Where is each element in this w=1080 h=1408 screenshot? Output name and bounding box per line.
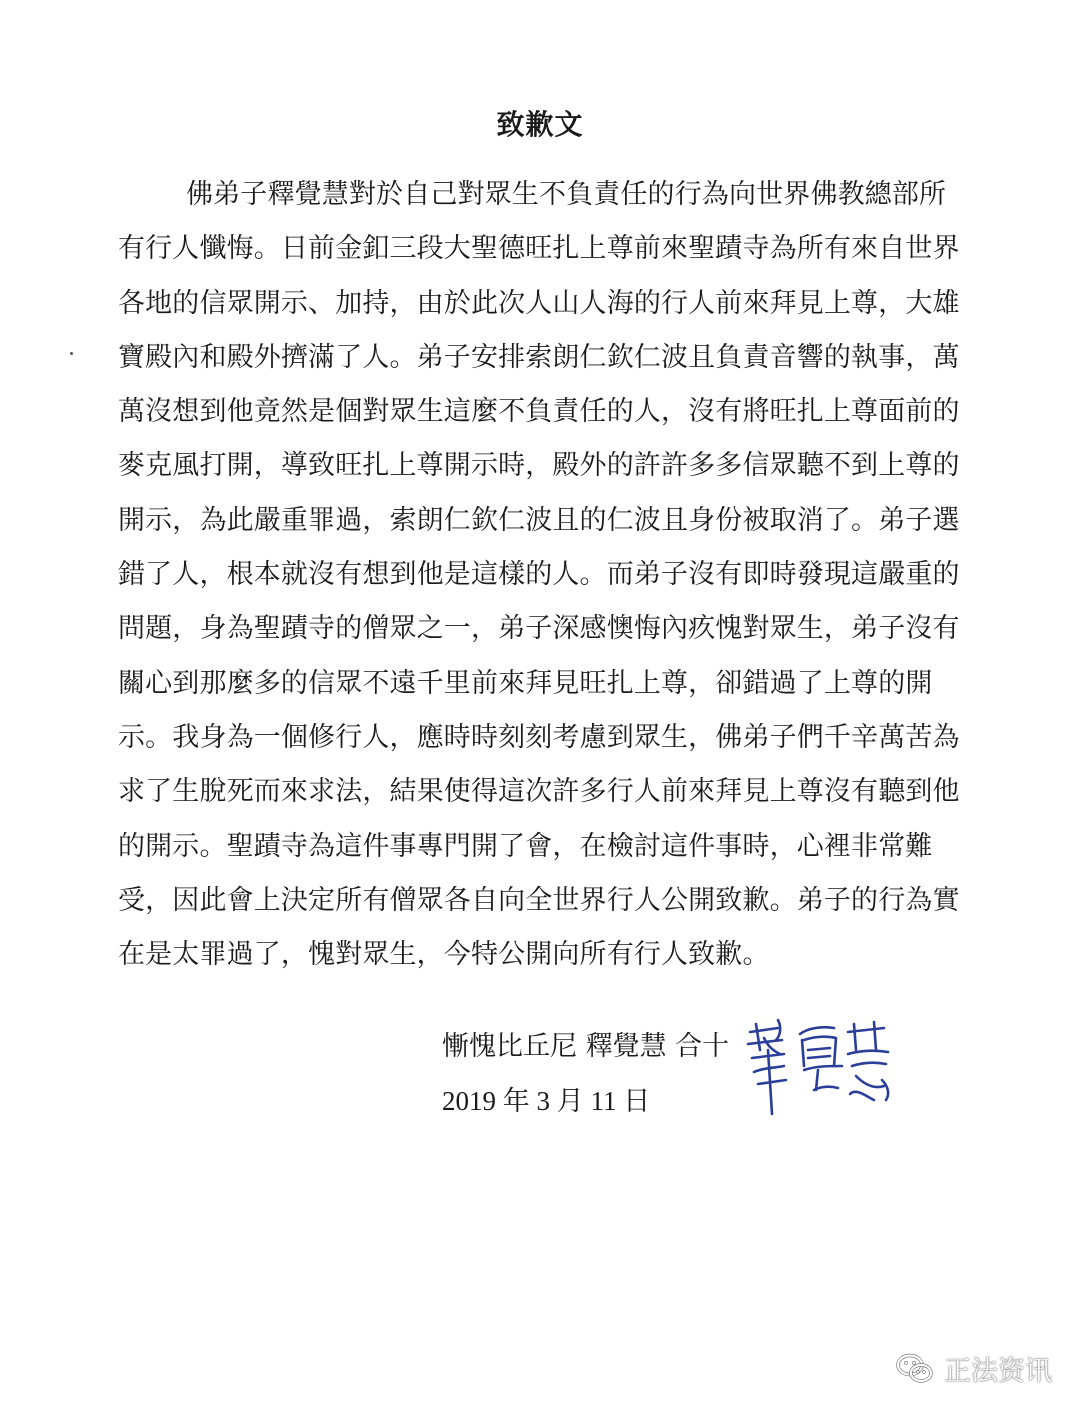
scan-speck [70, 352, 73, 355]
signature-block [442, 1022, 729, 1130]
body-line: 寶殿內和殿外擠滿了人。弟子安排索朗仁欽仁波且負責音響的執事，萬 [118, 341, 960, 373]
wechat-icon [896, 1353, 934, 1385]
body-line: 各地的信眾開示、加持，由於此次人山人海的行人前來拜見上尊，大雄 [118, 287, 960, 319]
body-line: 有行人懺悔。日前金釦三段大聖德旺扎上尊前來聖蹟寺為所有來自世界 [118, 233, 960, 265]
body-line: 佛弟子釋覺慧對於自己對眾生不負責任的行為向世界佛教總部所 [186, 179, 947, 210]
body-line: 關心到那麼多的信眾不遠千里前來拜見旺扎上尊，卻錯過了上尊的開 [118, 667, 933, 699]
body-line: 受，因此會上決定所有僧眾各自向全世界行人公開致歉。弟子的行為實 [118, 884, 960, 916]
signoff-line: 慚愧比丘尼 釋覺慧 合十 [442, 1031, 730, 1062]
body-line: 問題，身為聖蹟寺的僧眾之一，弟子深感懊悔內疚愧對眾生，弟子沒有 [118, 613, 960, 645]
watermark [896, 1349, 1052, 1388]
body-line: 的開示。聖蹟寺為這件事專門開了會，在檢討這件事時，心裡非常難 [118, 830, 933, 862]
date-line: 2019 年 3 月 11 日 [442, 1086, 651, 1116]
watermark-text: 正法资讯 [944, 1356, 1052, 1387]
body-line: 萬沒想到他竟然是個對眾生這麼不負責任的人，沒有將旺扎上尊面前的 [118, 396, 960, 428]
body-line: 求了生脫死而來求法，結果使得這次許多行人前來拜見上尊沒有聽到他 [118, 776, 960, 808]
handwritten-signature [738, 1010, 898, 1120]
body-line: 示。我身為一個修行人，應時時刻刻考慮到眾生，佛弟子們千辛萬苦為 [118, 721, 960, 753]
document-body [118, 168, 968, 982]
body-line: 錯了人，根本就沒有想到他是這樣的人。而弟子沒有即時發現這嚴重的 [118, 559, 960, 591]
body-line: 在是太罪過了，愧對眾生，今特公開向所有行人致歉。 [118, 939, 770, 971]
body-line: 開示，為此嚴重罪過，索朗仁欽仁波且的仁波且身份被取消了。弟子選 [118, 504, 960, 536]
body-line: 麥克風打開，導致旺扎上尊開示時，殿外的許許多多信眾聽不到上尊的 [118, 450, 960, 482]
document-title: 致歉文 [496, 108, 584, 141]
